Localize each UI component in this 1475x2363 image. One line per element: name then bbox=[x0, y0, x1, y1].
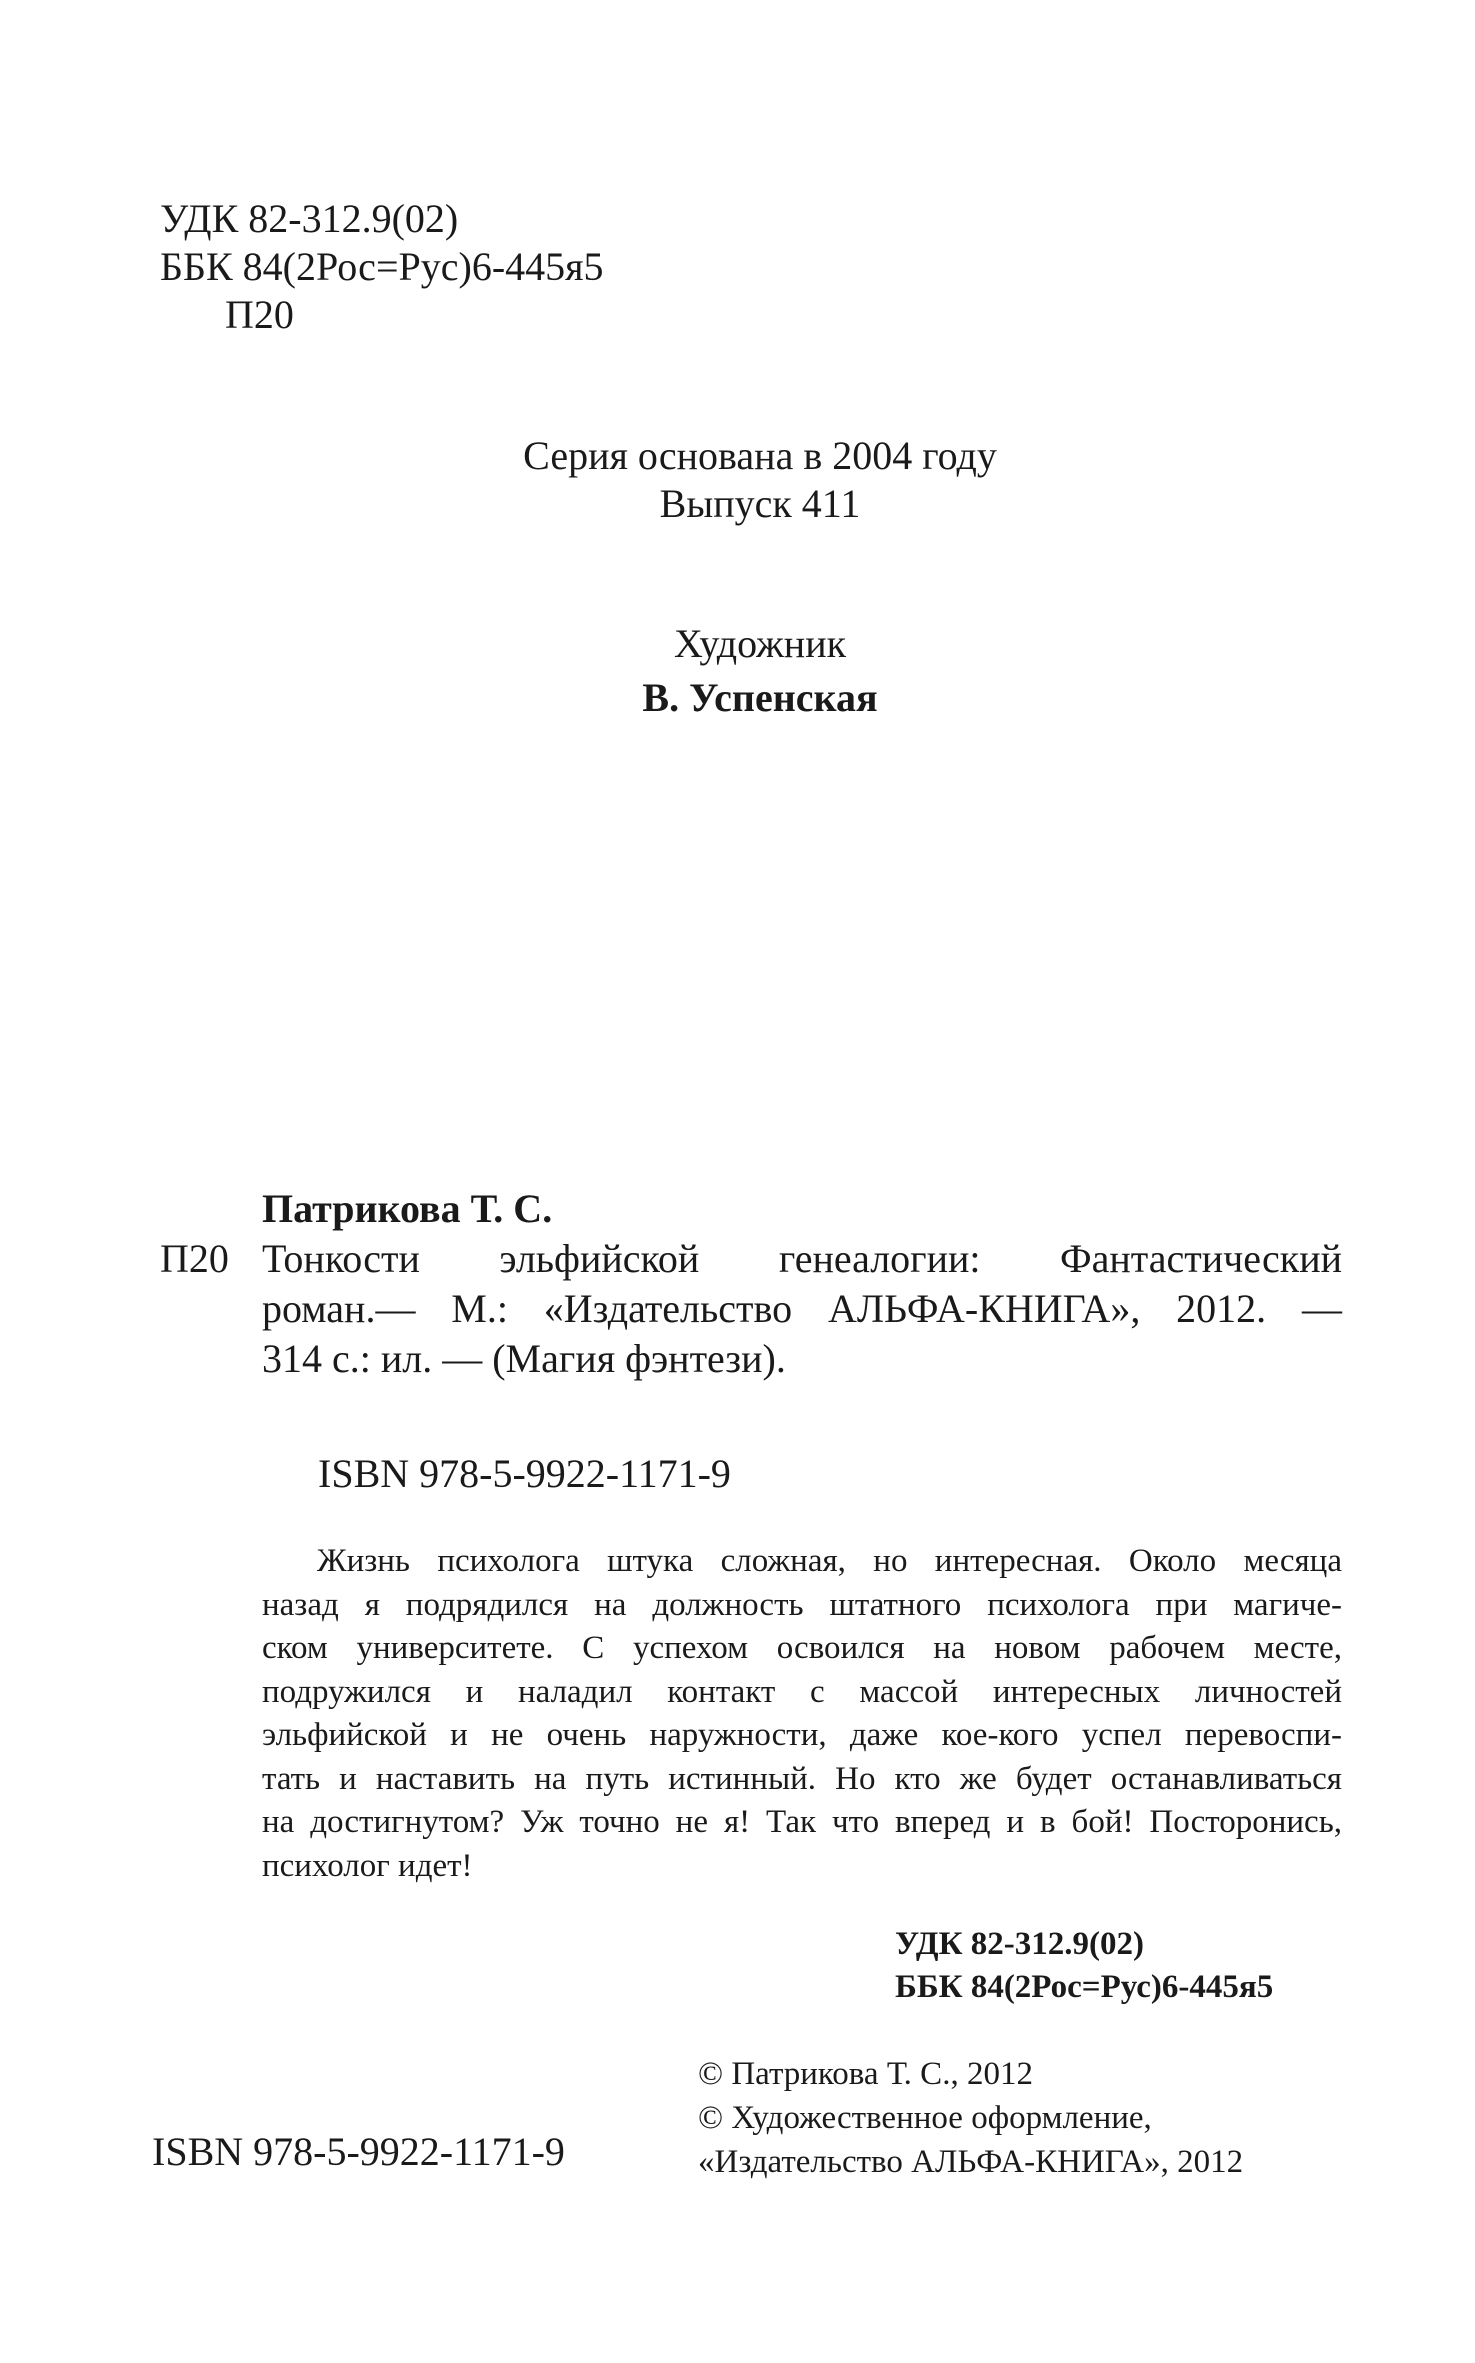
annotation-line: назад я подрядился на должность штатного психолога при магиче- bbox=[262, 1586, 1342, 1623]
series-founded: Серия основана в 2004 году bbox=[523, 433, 997, 478]
copyright-line: «Издательство АЛЬФА-КНИГА», 2012 bbox=[698, 2144, 1244, 2180]
artist-label: Художник bbox=[673, 621, 847, 666]
bib-line: Тонкости эльфийской генеалогии: Фантастический bbox=[262, 1236, 1342, 1281]
artist-name: В. Успенская bbox=[642, 675, 878, 720]
annotation-line: на достигнутом? Уж точно не я! Так что вперед и в бой! Посторонись, bbox=[262, 1804, 1342, 1840]
udk-code: УДК 82-312.9(02) bbox=[160, 196, 459, 241]
classification-block bbox=[160, 195, 604, 339]
copyright-block bbox=[698, 2052, 1243, 2184]
annotation-line: подружился и наладил контакт с массой интересных личностей bbox=[262, 1673, 1342, 1710]
bib-code: П20 bbox=[160, 1236, 229, 1281]
bib-isbn: ISBN 978-5-9922-1171-9 bbox=[318, 1451, 731, 1496]
annotation-line: эльфийской и не очень наружности, даже кое-кого успел перевоспи- bbox=[262, 1717, 1342, 1753]
bib-description bbox=[262, 1235, 1342, 1385]
copyright-line: © Художественное оформление, bbox=[698, 2100, 1152, 2136]
artist-block bbox=[520, 620, 1000, 722]
footer-isbn: ISBN 978-5-9922-1171-9 bbox=[152, 2129, 565, 2174]
bbk-code: ББК 84(2Рос=Рус)6-445я5 bbox=[160, 244, 604, 289]
annotation bbox=[262, 1540, 1342, 1888]
series-block bbox=[460, 432, 1060, 528]
footer-bbk: ББК 84(2Рос=Рус)6-445я5 bbox=[895, 1969, 1274, 2005]
series-issue: Выпуск 411 bbox=[659, 481, 861, 526]
annotation-line: ском университете. С успехом освоился на новом рабочем месте, bbox=[262, 1630, 1342, 1666]
bib-author: Патрикова Т. С. bbox=[262, 1186, 553, 1231]
footer-classification bbox=[895, 1923, 1273, 2009]
bib-line: роман.— М.: «Издательство АЛЬФА-КНИГА», 2012. — bbox=[262, 1286, 1342, 1331]
annotation-line: Жизнь психолога штука сложная, но интересная. Около месяца bbox=[317, 1543, 1342, 1579]
author-code: П20 bbox=[225, 292, 294, 337]
footer-udk: УДК 82-312.9(02) bbox=[895, 1926, 1144, 1962]
annotation-line: психолог идет! bbox=[262, 1847, 473, 1884]
annotation-line: тать и наставить на путь истинный. Но кто же будет останавливаться bbox=[262, 1760, 1342, 1797]
bib-line: 314 с.: ил. — (Магия фэнтези). bbox=[262, 1336, 786, 1381]
copyright-line: © Патрикова Т. С., 2012 bbox=[698, 2056, 1033, 2092]
